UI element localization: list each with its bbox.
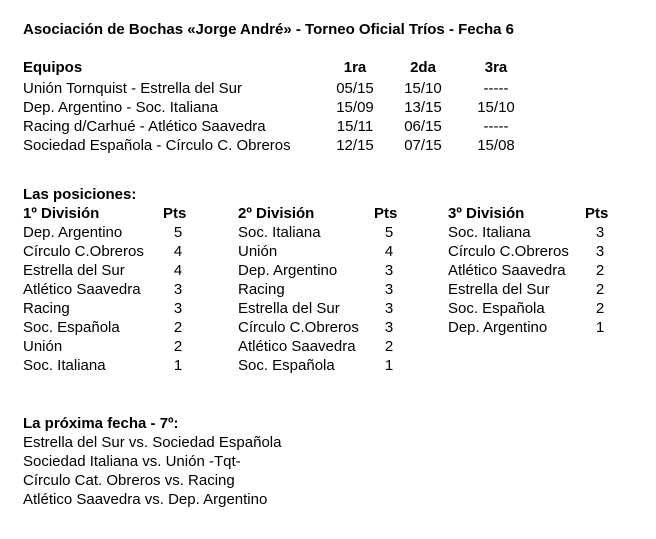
standing-pts: 5	[384, 224, 394, 241]
result-1ra: 05/15	[336, 80, 374, 97]
standing-team: Racing	[238, 281, 285, 298]
result-3ra: 15/08	[477, 137, 515, 154]
result-match: Sociedad Española - Círculo C. Obreros	[23, 137, 291, 154]
standing-team: Círculo C.Obreros	[23, 243, 144, 260]
standing-pts: 3	[173, 300, 183, 317]
result-1ra: 15/09	[336, 99, 374, 116]
result-match: Dep. Argentino - Soc. Italiana	[23, 99, 219, 116]
standing-team: Unión	[23, 338, 63, 355]
standing-team: Racing	[23, 300, 70, 317]
division-name: 3º División	[448, 205, 525, 222]
division-pts-label: Pts	[163, 205, 187, 222]
division-pts-label: Pts	[374, 205, 398, 222]
standing-pts: 3	[595, 243, 605, 260]
result-match: Unión Tornquist - Estrella del Sur	[23, 80, 242, 97]
standing-team: Soc. Española	[23, 319, 120, 336]
standing-pts: 1	[595, 319, 605, 336]
next-match: Estrella del Sur vs. Sociedad Española	[23, 434, 282, 451]
standing-pts: 4	[384, 243, 394, 260]
next-match: Atlético Saavedra vs. Dep. Argentino	[23, 491, 268, 508]
standing-team: Atlético Saavedra	[238, 338, 356, 355]
standing-team: Dep. Argentino	[23, 224, 123, 241]
standing-pts: 1	[173, 357, 183, 374]
division-name: 1º División	[23, 205, 100, 222]
standing-pts: 2	[595, 262, 605, 279]
standing-pts: 3	[384, 319, 394, 336]
standing-pts: 3	[384, 262, 394, 279]
standing-pts: 3	[173, 281, 183, 298]
standing-team: Círculo C.Obreros	[448, 243, 569, 260]
standing-pts: 2	[173, 319, 183, 336]
result-match: Racing d/Carhué - Atlético Saavedra	[23, 118, 266, 135]
standing-pts: 5	[173, 224, 183, 241]
result-3ra: 15/10	[477, 99, 515, 116]
standing-team: Estrella del Sur	[23, 262, 125, 279]
division-pts-label: Pts	[585, 205, 609, 222]
standing-pts: 2	[595, 300, 605, 317]
standing-team: Dep. Argentino	[238, 262, 338, 279]
page-title: Asociación de Bochas «Jorge André» - Torneo Oficial Tríos - Fecha 6	[23, 21, 514, 38]
next-match: Círculo Cat. Obreros vs. Racing	[23, 472, 235, 489]
standing-team: Estrella del Sur	[448, 281, 550, 298]
result-2da: 07/15	[404, 137, 442, 154]
next-round-heading: La próxima fecha - 7º:	[23, 415, 179, 432]
standing-team: Unión	[238, 243, 278, 260]
standing-pts: 3	[595, 224, 605, 241]
standing-pts: 3	[384, 281, 394, 298]
results-header-1ra: 1ra	[343, 59, 367, 76]
standing-pts: 3	[384, 300, 394, 317]
standing-team: Dep. Argentino	[448, 319, 548, 336]
division-name: 2º División	[238, 205, 315, 222]
next-match: Sociedad Italiana vs. Unión -Tqt-	[23, 453, 241, 470]
standing-pts: 2	[595, 281, 605, 298]
standing-pts: 2	[173, 338, 183, 355]
standing-pts: 4	[173, 262, 183, 279]
result-2da: 15/10	[404, 80, 442, 97]
result-1ra: 15/11	[336, 118, 374, 135]
result-3ra: -----	[483, 80, 509, 97]
standing-pts: 1	[384, 357, 394, 374]
results-header-3ra: 3ra	[484, 59, 508, 76]
standing-team: Atlético Saavedra	[448, 262, 566, 279]
standing-team: Soc. Italiana	[448, 224, 531, 241]
standing-team: Soc. Italiana	[23, 357, 106, 374]
standing-team: Soc. Española	[448, 300, 545, 317]
result-2da: 06/15	[404, 118, 442, 135]
result-1ra: 12/15	[336, 137, 374, 154]
standing-pts: 2	[384, 338, 394, 355]
results-header-equipos: Equipos	[23, 59, 83, 76]
standing-team: Estrella del Sur	[238, 300, 340, 317]
result-3ra: -----	[483, 118, 509, 135]
standing-team: Círculo C.Obreros	[238, 319, 359, 336]
standing-team: Soc. Española	[238, 357, 335, 374]
standing-pts: 4	[173, 243, 183, 260]
standing-team: Atlético Saavedra	[23, 281, 141, 298]
standing-team: Soc. Italiana	[238, 224, 321, 241]
result-2da: 13/15	[404, 99, 442, 116]
results-header-2da: 2da	[410, 59, 436, 76]
standings-heading: Las posiciones:	[23, 186, 137, 203]
